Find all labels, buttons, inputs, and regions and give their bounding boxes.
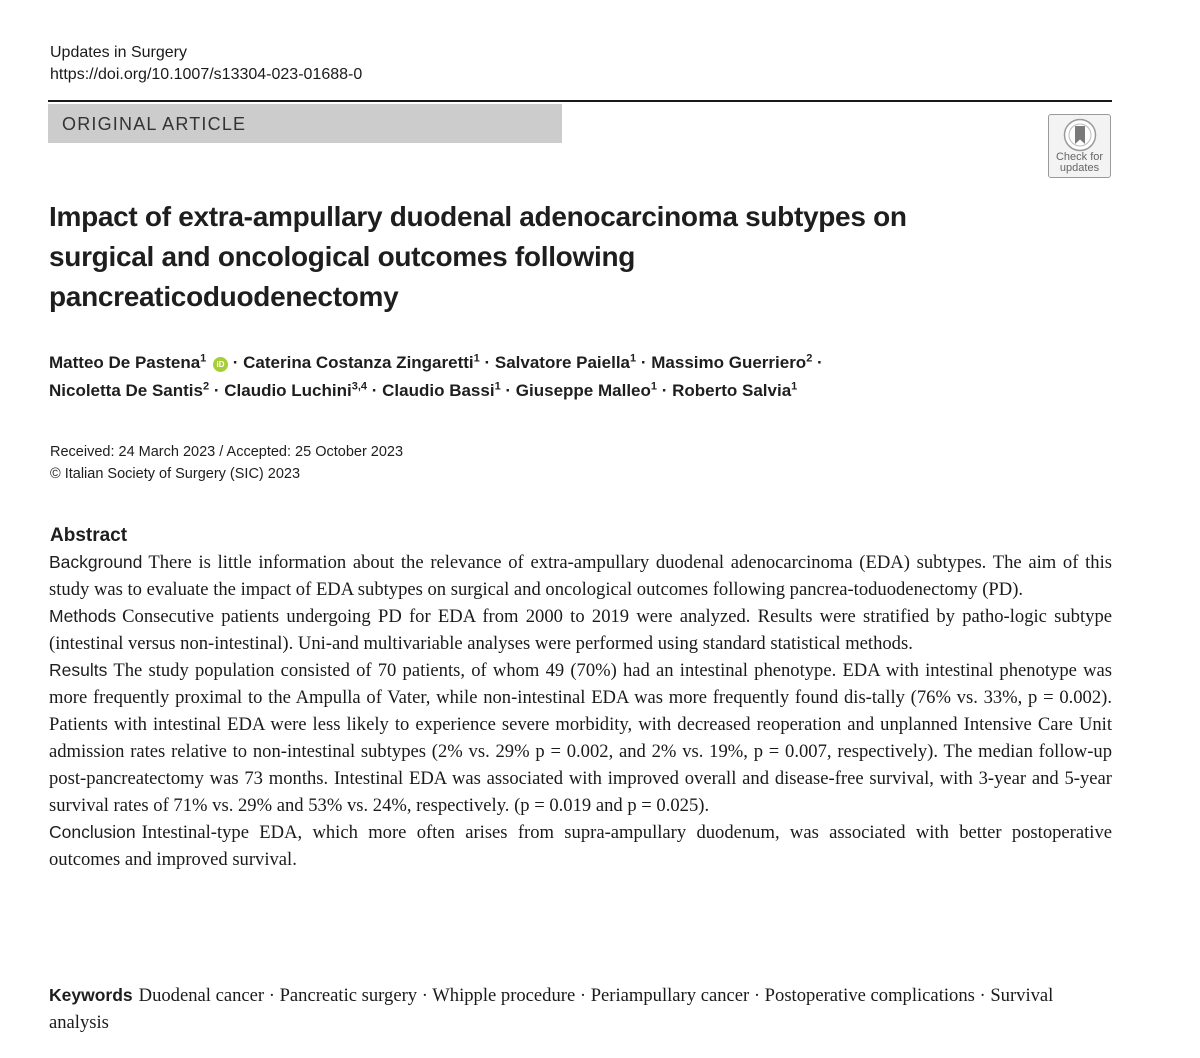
check-for-updates-badge[interactable] bbox=[1048, 114, 1111, 178]
author-name[interactable]: Claudio Luchini bbox=[224, 381, 352, 400]
author-affiliation: 2 bbox=[806, 352, 813, 365]
header-rule bbox=[48, 100, 1112, 102]
author-name[interactable]: Roberto Salvia bbox=[672, 381, 792, 400]
author-affiliation: 1 bbox=[791, 380, 798, 393]
author-affiliation: 1 bbox=[473, 352, 480, 365]
journal-name: Updates in Surgery bbox=[50, 44, 187, 61]
author-affiliation: 2 bbox=[203, 380, 210, 393]
methods-label: Methods bbox=[49, 606, 117, 626]
author-name[interactable]: Giuseppe Malleo bbox=[515, 381, 651, 400]
abstract-conclusion bbox=[49, 819, 1112, 873]
article-type-banner: ORIGINAL ARTICLE bbox=[48, 104, 562, 143]
author-affiliation: 1 bbox=[200, 352, 207, 365]
abstract-body bbox=[49, 549, 1112, 873]
conclusion-text: Intestinal-type EDA, which more often arises from supra-ampullary duodenum, was associated with better postoperative outcomes and improved survival. bbox=[49, 822, 1112, 870]
abstract-results bbox=[49, 657, 1112, 819]
author-affiliation: 1 bbox=[494, 380, 501, 393]
copyright-notice: © Italian Society of Surgery (SIC) 2023 bbox=[50, 466, 301, 482]
abstract-background bbox=[49, 549, 1112, 603]
author-name[interactable]: Nicoletta De Santis bbox=[49, 381, 203, 400]
results-label: Results bbox=[49, 660, 108, 680]
author-name[interactable]: Massimo Guerriero bbox=[651, 353, 807, 372]
doi-link[interactable]: https://doi.org/10.1007/s13304-023-01688-0 bbox=[50, 66, 363, 83]
results-text: The study population consisted of 70 patients, of whom 49 (70%) had an intestinal phenotype. EDA with intestinal phenotype was more frequently proximal to the Ampulla of Vater, while non-intestinal EDA was more frequently found dis-tally (76% vs. 33%, p = 0.002). Patients with intestinal EDA were less likely to experience severe morbidity, with decreased reoperation and unplanned Intensive Care Unit admission rates relative to non-intestinal subtypes (2% vs. 29% p = 0.002, and 2% vs. 19%, p = 0.007, respectively). The median follow-up post-pancreatectomy was 73 months. Intestinal EDA was associated with improved overall and disease-free survival, with 3-year and 5-year survival rates of 71% vs. 29% and 53% vs. 24%, respectively. (p = 0.019 and p = 0.025). bbox=[49, 660, 1112, 816]
abstract-heading: Abstract bbox=[50, 525, 128, 546]
author-affiliation: 1 bbox=[650, 380, 658, 393]
check-for-updates-line2: updates bbox=[1059, 162, 1100, 174]
article-dates bbox=[50, 441, 403, 485]
author-affiliation: 3,4 bbox=[351, 380, 368, 393]
author-name[interactable]: Caterina Costanza Zingaretti bbox=[243, 353, 474, 372]
methods-text: Consecutive patients undergoing PD for EDA from 2000 to 2019 were analyzed. Results were stratified by patho-logic subtype (intestinal versus non-intestinal). Uni-and multivariable analyses were performed using standard statistical methods. bbox=[49, 606, 1112, 654]
journal-header bbox=[50, 42, 362, 86]
author-name[interactable]: Claudio Bassi bbox=[382, 381, 495, 400]
conclusion-label: Conclusion bbox=[49, 822, 136, 842]
author-name[interactable]: Salvatore Paiella bbox=[494, 353, 631, 372]
keywords-text: Duodenal cancer · Pancreatic surgery · Whipple procedure · Periampullary cancer · Postoperative complications · Survival analysis bbox=[49, 985, 1054, 1033]
author-list: Matteo De Pastena$^1$ iD · Caterina Costanza Zingaretti$^1$ · Salvatore Paiella$^1$ · Massimo Guerriero$^2$ · Nicoletta De Santis$^2$ · Claudio Luchini$^{3,4}$ · Claudio Bassi$^1$ · Giuseppe Malleo$^1$ · Roberto Salvia$^1$ bbox=[49, 352, 823, 400]
bookmark-circle-icon bbox=[1063, 118, 1097, 152]
received-accepted-dates: Received: 24 March 2023 / Accepted: 25 October 2023 bbox=[50, 444, 404, 460]
author-name[interactable]: Matteo De Pastena bbox=[49, 353, 201, 372]
author-affiliation: 1 bbox=[630, 352, 637, 365]
keywords-label: Keywords bbox=[49, 985, 133, 1005]
check-for-updates-line1: Check for bbox=[1055, 151, 1104, 163]
keywords-section bbox=[49, 982, 1112, 1036]
abstract-methods bbox=[49, 603, 1112, 657]
background-text: There is little information about the relevance of extra-ampullary duodenal adenocarcinoma (EDA) subtypes. The aim of this study was to evaluate the impact of EDA subtypes on surgical and oncological outcomes following pancrea-toduodenectomy (PD). bbox=[49, 552, 1112, 600]
background-label: Background bbox=[49, 552, 143, 572]
orcid-icon[interactable]: iD bbox=[213, 357, 228, 372]
article-title: Impact of extra-ampullary duodenal adenocarcinoma subtypes on surgical and oncological outcomes following pancreaticoduodenectomy bbox=[49, 201, 907, 312]
